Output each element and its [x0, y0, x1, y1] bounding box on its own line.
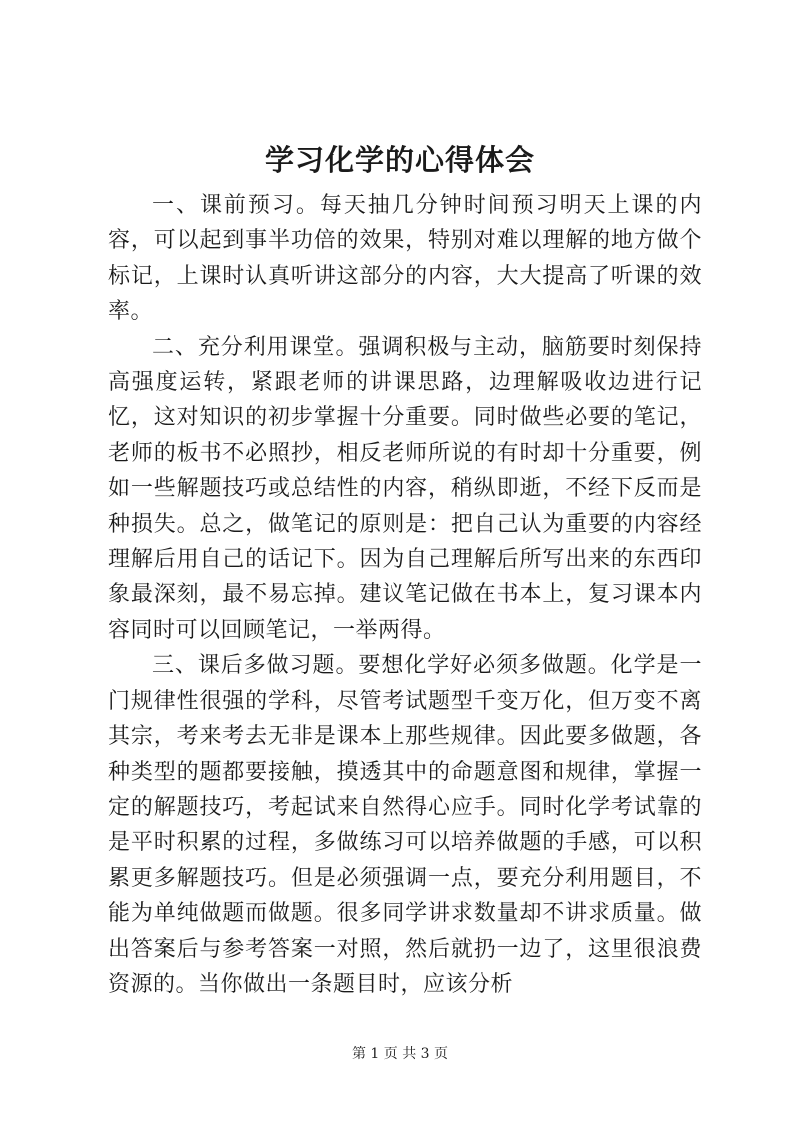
page-title: 学习化学的心得体会 — [264, 143, 535, 177]
document-body — [108, 188, 702, 1002]
paragraph-preview: 一、课前预习。每天抽几分钟时间预习明天上课的内容，可以起到事半功倍的效果，特别对难以理解的地方做个标记，上课时认真听讲这部分的内容，大大提高了听课的效率。 — [108, 193, 702, 325]
paragraph-classroom: 二、充分利用课堂。强调积极与主动，脑筋要时刻保持高强度运转，紧跟老师的讲课思路，边理解吸收边进行记忆，这对知识的初步掌握十分重要。同时做些必要的笔记，老师的板书不必照抄，相反老师所说的有时却十分重要，例如一些解题技巧或总结性的内容，稍纵即逝，不经下反而是种损失。总之，做笔记的原则是：把自己认为重要的内容经理解后用自己的话记下。因为自己理解后所写出来的东西印象最深刻，最不易忘掉。建议笔记做在书本上，复习课本内容同时可以回顾笔记，一举两得。 — [108, 334, 702, 643]
paragraph-exercises: 三、课后多做习题。要想化学好必须多做题。化学是一门规律性很强的学科，尽管考试题型千变万化，但万变不离其宗，考来考去无非是课本上那些规律。因此要多做题，各种类型的题都要接触，摸透其中的命题意图和规律，掌握一定的解题技巧，考起试来自然得心应手。同时化学考试靠的是平时积累的过程，多做练习可以培养做题的手感，可以积累更多解题技巧。但是必须强调一点，要充分利用题目，不能为单纯做题而做题。很多同学讲求数量却不讲求质量。做出答案后与参考答案一对照，然后就扔一边了，这里很浪费资源的。当你做出一条题目时，应该分析 — [108, 653, 702, 997]
page-footer: 第 1 页 共 3 页 — [351, 1046, 449, 1062]
